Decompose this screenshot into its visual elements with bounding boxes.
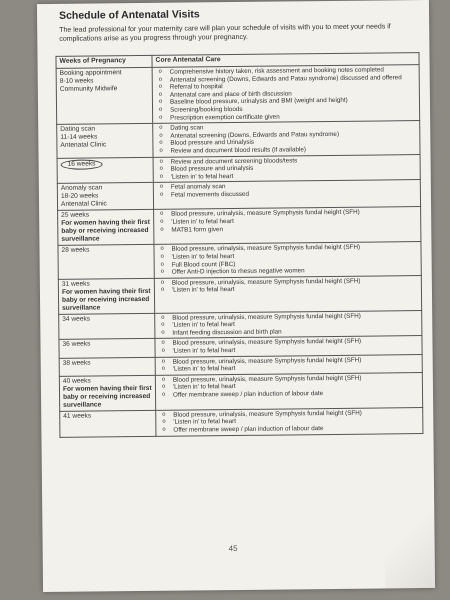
care-cell [155, 310, 422, 339]
week-cell [60, 410, 156, 437]
care-item: o Referral to hospital [170, 81, 416, 91]
visit-schedule-table [55, 52, 423, 437]
care-list [159, 374, 419, 400]
week-text: 28 weeks [61, 246, 90, 255]
care-cell [153, 121, 420, 157]
care-item: o Comprehensive history taken, risk assessment and booking notes completed [170, 66, 416, 76]
week-note [63, 385, 152, 410]
week-label [62, 315, 151, 324]
week-label [60, 141, 149, 150]
week-label [61, 200, 150, 209]
week-cell [58, 245, 154, 279]
care-item: o 'Listen in' to fetal heart [173, 382, 419, 392]
care-item: o 'Listen in' to fetal heart [173, 345, 419, 355]
care-item: o Antenatal care and place of birth discussion [170, 89, 416, 99]
week-text: For women having their first baby or receiving increased surveillance [61, 219, 150, 244]
week-cell [58, 278, 154, 314]
week-text: For women having their first baby or receiving increased surveillance [61, 287, 151, 312]
care-list [156, 66, 417, 122]
care-item: o 'Listen in' to fetal heart [172, 284, 418, 294]
week-cell [58, 210, 154, 246]
week-text: 31 weeks [61, 280, 90, 288]
table-row [57, 121, 420, 158]
week-text: Booking appointment [59, 69, 122, 77]
care-list [156, 122, 416, 155]
care-item: o 'Listen in' to fetal heart [172, 319, 418, 329]
week-cell [59, 339, 155, 358]
care-item: o Blood pressure, urinalysis, measure Symphysis fundal height (SFH) [172, 338, 418, 348]
care-list [157, 208, 417, 234]
week-text: Antenatal Clinic [60, 141, 107, 149]
table-row [57, 154, 420, 184]
care-list [158, 338, 418, 356]
weeks-column-header: Weeks of Pregnancy [56, 55, 152, 68]
week-cell [59, 375, 155, 411]
week-text: 40 weeks [62, 377, 91, 385]
table-row [57, 180, 420, 211]
care-item: o Blood pressure and urinalysis [171, 163, 417, 173]
care-item: o Blood pressure, urinalysis, measure Symphysis fundal height (SFH) [171, 208, 417, 218]
table-row [59, 372, 422, 411]
care-item: o Dating scan [170, 122, 416, 132]
week-text: 38 weeks [62, 359, 91, 367]
care-item: o Blood pressure, urinalysis, measure Symphysis fundal height (SFH) [171, 243, 417, 253]
week-text: Community Midwife [59, 85, 118, 93]
care-item: o Blood pressure, urinalysis, measure Symphysis fundal height (SFH) [173, 409, 419, 419]
week-note [61, 219, 150, 244]
week-label [61, 158, 150, 169]
care-item: o MATB1 form given [171, 224, 417, 234]
care-column-header: Core Antenatal Care [152, 53, 419, 68]
care-item: o Prescription exemption certificate given [170, 112, 416, 122]
care-list [159, 356, 419, 374]
care-item: o Offer Anti-D injection to rhesus negative women [172, 266, 418, 276]
table-row [58, 242, 421, 279]
table-row [58, 275, 421, 314]
care-item: o 'Listen in' to fetal heart [173, 417, 419, 427]
care-item: o Fetal movements discussed [171, 189, 417, 199]
table-row [58, 207, 421, 246]
care-item: o 'Listen in' to fetal heart [171, 216, 417, 226]
table-row [59, 310, 422, 340]
care-item: o Antenatal screening (Downs, Edwards and Patau syndrome) discussed and offered [170, 74, 416, 84]
care-cell [154, 275, 421, 313]
document-intro: The lead professional for your maternity care will plan your schedule of visits with you to meet your needs if complications arise as you progress through your pregnancy. [59, 23, 391, 43]
week-text: 18-20 weeks [60, 192, 99, 201]
care-item: o Blood pressure, urinalysis, measure Symphysis fundal height (SFH) [172, 312, 418, 322]
week-label [63, 359, 152, 368]
care-cell [154, 207, 421, 245]
week-text: 41 weeks [63, 412, 92, 420]
care-list [157, 156, 417, 182]
week-text: Antenatal Clinic [60, 200, 107, 209]
care-list [159, 409, 419, 435]
paper-fold-shadow [384, 498, 435, 589]
care-item: o Offer membrane sweep / plan induction of labour date [173, 389, 419, 399]
care-item: o Review and document blood results (if available) [170, 145, 416, 155]
week-text: 25 weeks [61, 211, 90, 220]
care-item: o Antenatal screening (Downs, Edwards and Patau syndrome) [170, 130, 416, 140]
week-text: 36 weeks [62, 340, 91, 349]
care-list [157, 181, 417, 199]
week-cell [59, 313, 155, 340]
page-number: 45 [228, 543, 238, 554]
care-cell [152, 65, 420, 124]
week-cell [57, 124, 153, 158]
care-item: o Screening/booking bloods [170, 104, 416, 114]
care-item: o Baseline blood pressure, urinalysis and BMI (weight and height) [170, 96, 416, 106]
care-item: o 'Listen in' to fetal heart [171, 171, 417, 181]
week-cell [59, 357, 155, 376]
week-label [63, 412, 152, 421]
table-row [60, 407, 423, 437]
week-label [62, 340, 151, 349]
table-body [56, 65, 423, 437]
care-cell [155, 372, 422, 410]
care-cell [153, 154, 420, 183]
week-text: 11-14 weeks [60, 133, 98, 141]
care-item: o Review and document screening bloods/tests [171, 156, 417, 166]
week-text: For women having their first baby or receiving increased surveillance [62, 384, 152, 409]
care-item: o Fetal anomaly scan [171, 181, 417, 191]
care-list [157, 243, 417, 276]
care-item: o 'Listen in' to fetal heart [173, 363, 419, 373]
week-cell [56, 67, 153, 124]
week-note [62, 288, 151, 313]
week-cell [57, 183, 153, 211]
care-item: o Offer membrane sweep / plan induction of labour date [173, 424, 419, 434]
document-page [37, 0, 435, 592]
table-row [56, 65, 420, 125]
care-item: o Full Blood count (FBC) [172, 259, 418, 269]
care-list [158, 277, 418, 295]
care-item: o Blood pressure, urinalysis, measure Symphysis fundal height (SFH) [172, 277, 418, 287]
week-text: Dating scan [60, 125, 96, 133]
week-label [61, 246, 150, 255]
care-item: o 'Listen in' to fetal heart [172, 251, 418, 261]
week-text: Anomaly scan [60, 184, 103, 193]
week-text: 8-10 weeks [59, 77, 94, 85]
week-label [60, 85, 149, 94]
care-cell [156, 407, 423, 436]
week-text: 16 weeks [61, 159, 103, 169]
care-cell [154, 242, 421, 278]
care-list [158, 312, 418, 338]
week-text: 34 weeks [62, 315, 91, 323]
document-title: Schedule of Antenatal Visits [58, 8, 200, 22]
care-item: o Infant feeding discussion and birth plan [172, 327, 418, 337]
care-item: o Blood pressure and Urinalysis [170, 137, 416, 147]
care-item: o Blood pressure, urinalysis, measure Symphysis fundal height (SFH) [173, 356, 419, 366]
care-cell [153, 180, 420, 210]
care-item: o Blood pressure, urinalysis, measure Symphysis fundal height (SFH) [173, 374, 419, 384]
week-cell [57, 157, 153, 184]
